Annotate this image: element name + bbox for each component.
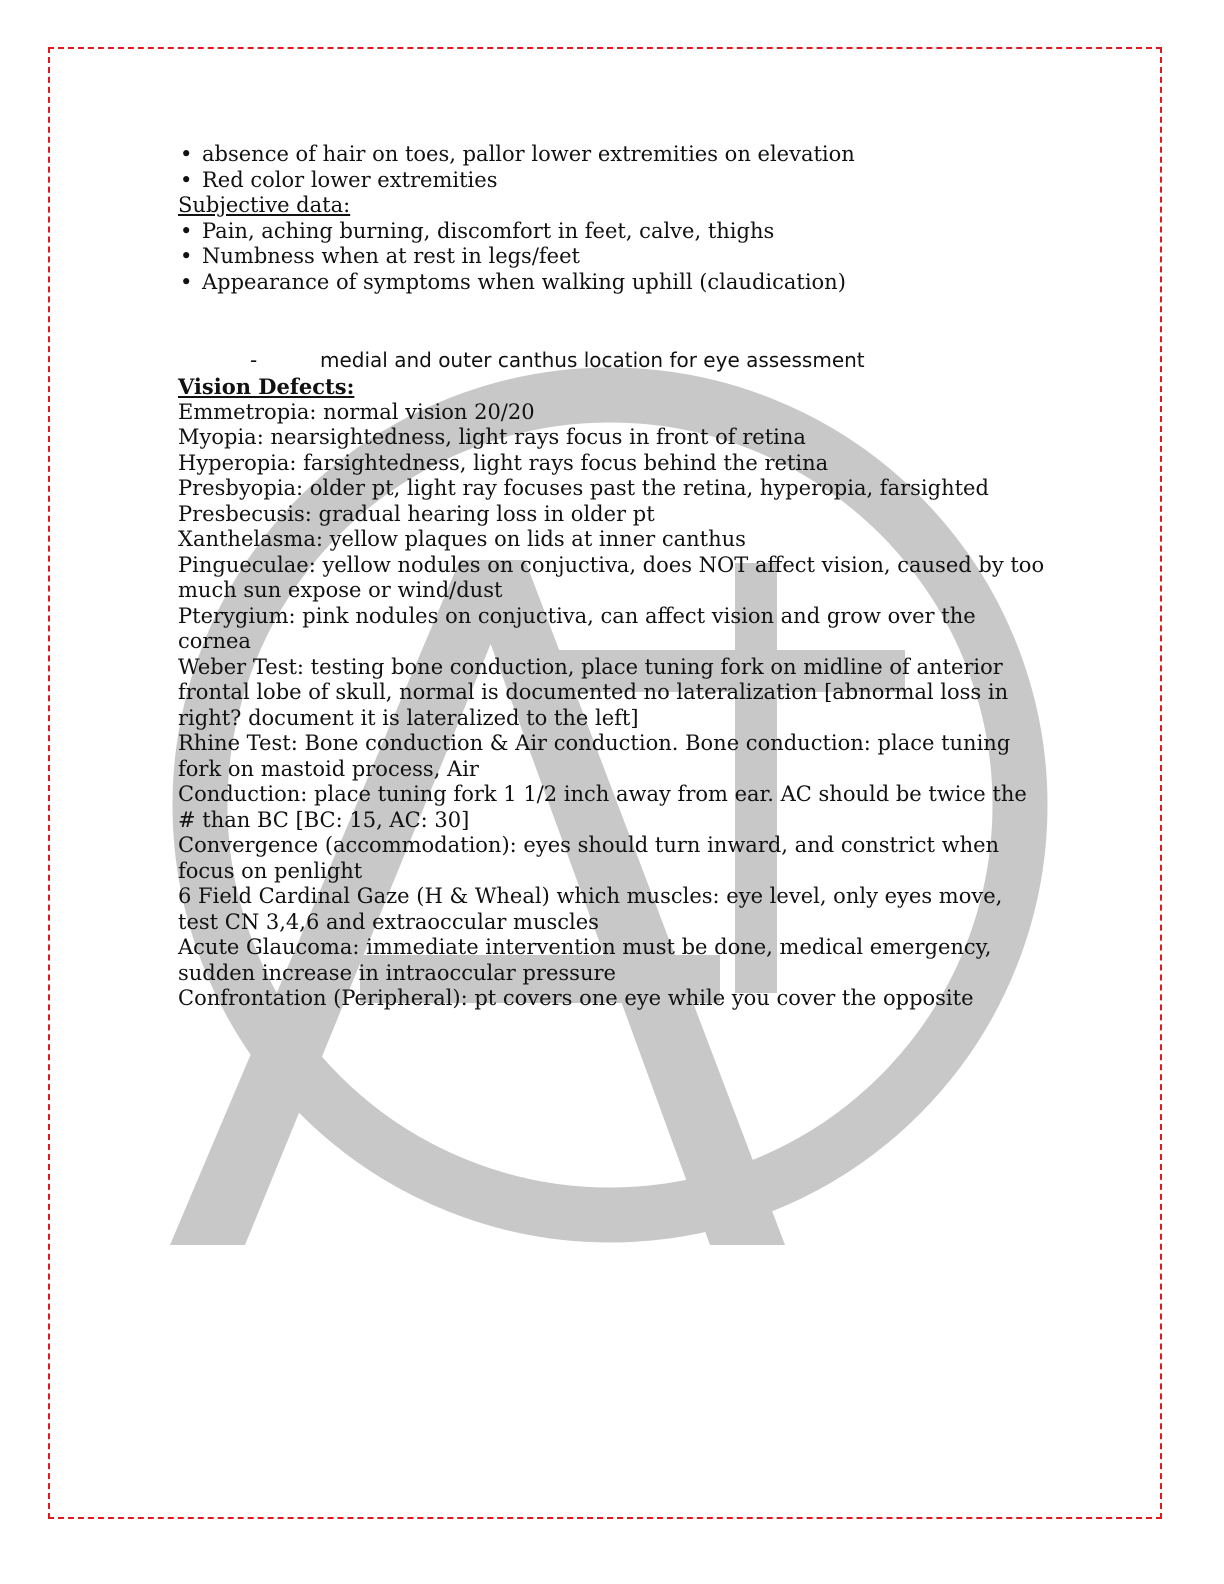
entry-hyperopia: Hyperopia: farsightedness, light rays focus behind the retina	[178, 450, 829, 475]
entry-cardinal-gaze: 6 Field Cardinal Gaze (H & Wheal) which muscles: eye level, only eyes move, test CN 3,4,6 and extraoccular muscles	[178, 884, 1003, 934]
entry-confrontation: Confrontation (Peripheral): pt covers one eye while you cover the opposite	[178, 986, 974, 1010]
dash-item	[178, 348, 1048, 374]
list-item: • Appearance of symptoms when walking uphill (claudication)	[178, 270, 1048, 296]
section-title: Vision Defects:	[178, 374, 355, 399]
list-item: • Numbness when at rest in legs/feet	[178, 244, 1048, 270]
dash-marker: -	[250, 348, 258, 372]
entry-xanthelasma: Xanthelasma: yellow plaques on lids at inner canthus	[178, 527, 746, 551]
list-item: • Red color lower extremities	[178, 168, 1048, 194]
subjective-bullet-list	[178, 219, 1048, 296]
entry-myopia: Myopia: nearsightedness, light rays focus in front of retina	[178, 425, 806, 449]
entry-convergence: Convergence (accommodation): eyes should turn inward, and constrict when focus on penlight	[178, 833, 1000, 883]
list-item: • absence of hair on toes, pallor lower extremities on elevation	[178, 142, 1048, 168]
entry-presbecusis: Presbecusis: gradual hearing loss in older pt	[178, 501, 655, 526]
entry-pingueculae: Pingueculae: yellow nodules on conjuctiva, does NOT affect vision, caused by too much sun expose or wind/dust	[178, 552, 1045, 602]
entry-weber-test: Weber Test: testing bone conduction, place tuning fork on midline of anterior frontal lobe of skull, normal is documented no lateralization [abnormal loss in right? document it is lateralized to the left]	[178, 654, 1009, 730]
entry-acute-glaucoma: Acute Glaucoma: immediate intervention must be done, medical emergency, sudden increase in intraoccular pressure	[178, 935, 992, 985]
entry-pterygium: Pterygium: pink nodules on conjuctiva, can affect vision and grow over the cornea	[178, 603, 976, 653]
entry-emmetropia: Emmetropia: normal vision 20/20	[178, 399, 535, 424]
dash-item-text: medial and outer canthus location for eye assessment	[320, 348, 865, 372]
document-content	[178, 142, 1048, 1012]
subjective-heading: Subjective data:	[178, 193, 351, 217]
entry-rhine-test: Rhine Test: Bone conduction & Air conduction. Bone conduction: place tuning fork on mastoid process, Air	[178, 731, 1011, 781]
list-item: • Pain, aching burning, discomfort in feet, calve, thighs	[178, 219, 1048, 245]
entry-presbyopia: Presbyopia: older pt, light ray focuses past the retina, hyperopia, farsighted	[178, 476, 989, 500]
entry-conduction: Conduction: place tuning fork 1 1/2 inch away from ear. AC should be twice the # than BC [BC: 15, AC: 30]	[178, 782, 1027, 832]
top-bullet-list	[178, 142, 1048, 193]
